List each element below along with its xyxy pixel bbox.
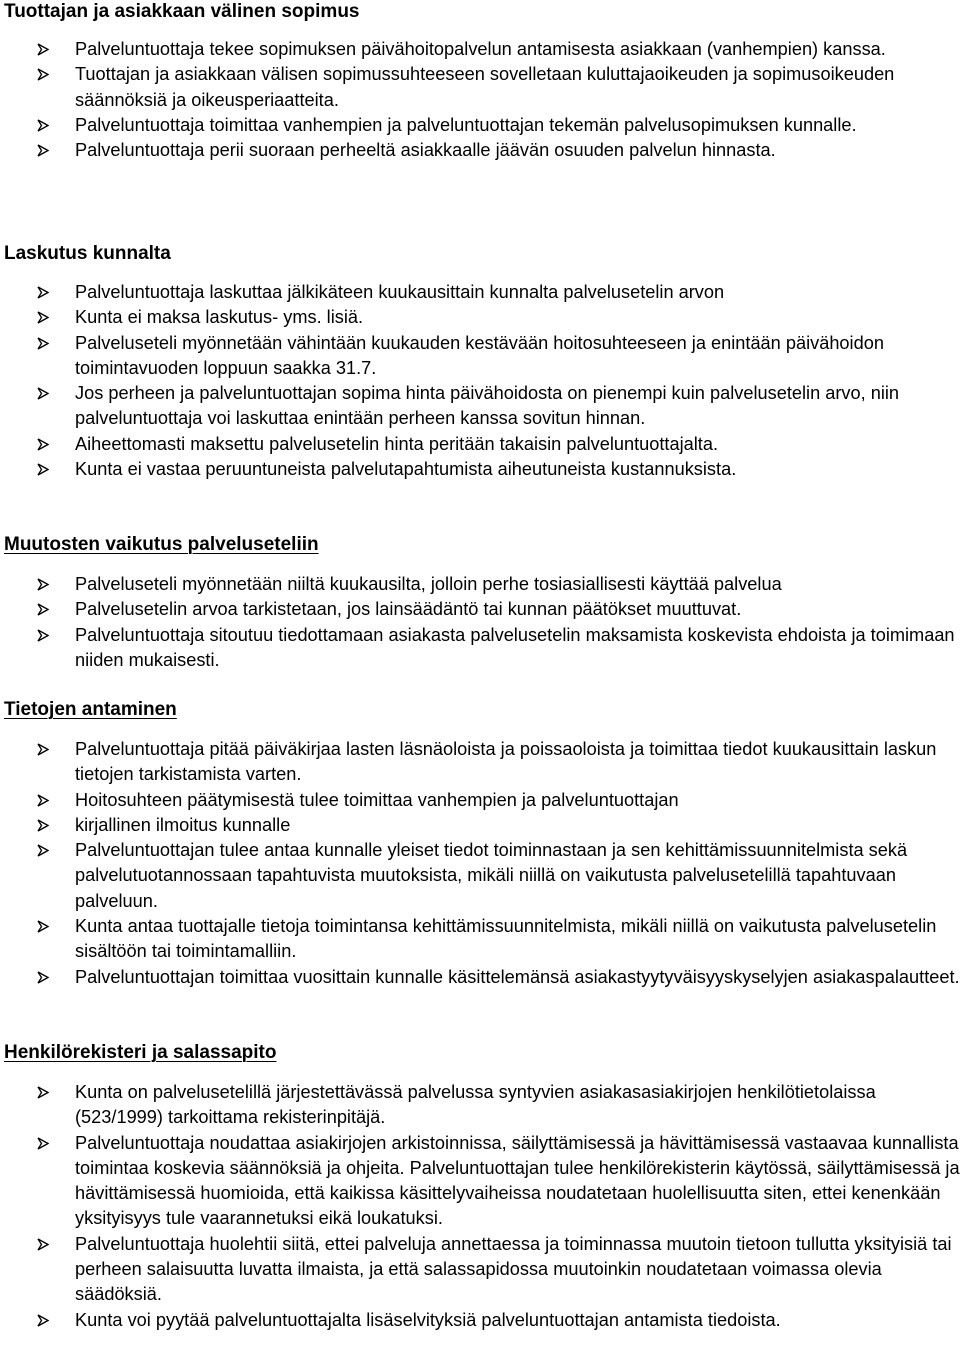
arrow-bullet-icon xyxy=(37,1086,49,1099)
list-item-text: Palveluntuottaja tekee sopimuksen päivähoitopalvelun antamisesta asiakkaan (vanhempien) kanssa. xyxy=(75,39,886,59)
section-heading: Tuottajan ja asiakkaan välinen sopimus xyxy=(4,1,360,22)
arrow-bullet-icon xyxy=(37,119,49,132)
arrow-bullet-icon xyxy=(37,971,49,984)
list-item-text: Palveluntuottajan toimittaa vuosittain kunnalle käsittelemänsä asiakastyytyväisyyskyselyjen asiakaspalautteet. xyxy=(75,966,960,987)
list-item-text: Kunta voi pyytää palveluntuottajalta lisäselvityksiä palveluntuottajan antamista tiedoista. xyxy=(75,1309,781,1330)
list-item-text: Palveluntuottajan tulee antaa kunnalle yleiset tiedot toiminnastaan ja sen kehittämissuunnitelmista sekä palvelutuotannossaan tapahtuvista muutoksista, mikäli niillä on vaikutusta palvelusetelillä tapahtuvaan palveluun. xyxy=(75,840,908,911)
arrow-bullet-icon xyxy=(37,819,49,832)
section-heading: Laskutus kunnalta xyxy=(4,243,171,264)
list-item xyxy=(0,1308,960,1333)
list-item-text: Palveluntuottaja sitoutuu tiedottamaan asiakasta palvelusetelin maksamista koskevista ehdoista ja toimimaan niiden mukaisesti. xyxy=(75,624,955,670)
list-item xyxy=(0,1131,960,1232)
arrow-bullet-icon xyxy=(37,387,49,400)
arrow-bullet-icon xyxy=(37,438,49,451)
list-item xyxy=(0,838,960,914)
arrow-bullet-icon xyxy=(37,43,49,56)
list-item-text: Palveluntuottaja huolehtii siitä, ettei palveluja annettaessa ja toiminnassa muutoin tietoon tullutta yksityisiä tai perheen salaisuutta luvatta ilmaista, ja että salassapidossa muutoinkin noudatetaan voimassa olevia säädöksiä. xyxy=(75,1233,952,1305)
list-item-text: Kunta ei vastaa peruuntuneista palvelutapahtumista aiheutuneista kustannuksista. xyxy=(75,459,737,480)
bullet-list xyxy=(0,737,960,990)
list-item xyxy=(0,965,960,990)
bullet-list xyxy=(0,1080,960,1333)
list-item-text: Palveluntuottaja perii suoraan perheeltä asiakkaalle jäävän osuuden palvelun hinnasta. xyxy=(75,140,776,161)
list-item xyxy=(0,62,960,113)
list-item-text: Kunta ei maksa laskutus- yms. lisiä. xyxy=(75,307,364,328)
section-heading: Henkilörekisteri ja salassapito xyxy=(4,1042,277,1063)
arrow-bullet-icon xyxy=(37,68,49,81)
list-item xyxy=(0,37,960,62)
list-item xyxy=(0,331,960,382)
arrow-bullet-icon xyxy=(37,144,49,157)
bullet-list xyxy=(0,280,960,482)
list-item xyxy=(0,572,960,597)
list-item xyxy=(0,113,960,138)
arrow-bullet-icon xyxy=(37,603,49,616)
arrow-bullet-icon xyxy=(37,463,49,476)
list-item-text: Palveluntuottaja laskuttaa jälkikäteen kuukausittain kunnalta palvelusetelin arvon xyxy=(75,282,725,302)
arrow-bullet-icon xyxy=(37,844,49,857)
list-item xyxy=(0,788,960,813)
arrow-bullet-icon xyxy=(37,337,49,350)
list-item-text: Palveluntuottaja noudattaa asiakirjojen arkistoinnissa, säilyttämisessä ja hävittämisessä vastaavaa kunnallista toimintaa koskevia säännöksiä ja ohjeita. Palveluntuottajan tulee henkilörekisterin käytössä, säilyttämisessä ja hävittämisessä huomioida, että kaikissa käsittelyvaiheissa noudatetaan huolellisuutta siten, ettei kenenkään yksityisyys tule vaarannetuksi eikä loukatuksi. xyxy=(75,1132,960,1229)
list-item-text: Palveluntuottaja toimittaa vanhempien ja palveluntuottajan tekemän palvelusopimuksen kunnalle. xyxy=(75,114,857,135)
list-item-text: Hoitosuhteen päätymisestä tulee toimittaa vanhempien ja palveluntuottajan xyxy=(75,789,679,810)
list-item xyxy=(0,1080,960,1131)
list-item xyxy=(0,623,960,674)
list-item-text: Jos perheen ja palveluntuottajan sopima hinta päivähoidosta on pienempi kuin palvelusetelin arvo, niin palveluntuottaja voi laskuttaa enintään perheen kanssa sovitun hinnan. xyxy=(75,383,900,429)
list-item xyxy=(0,305,960,330)
arrow-bullet-icon xyxy=(37,578,49,591)
bullet-list xyxy=(0,37,960,163)
arrow-bullet-icon xyxy=(37,1314,49,1327)
arrow-bullet-icon xyxy=(37,743,49,756)
list-item-text: Tuottajan ja asiakkaan välisen sopimussuhteeseen sovelletaan kuluttajaoikeuden ja sopimusoikeuden säännöksiä ja oikeusperiaatteita. xyxy=(75,64,895,110)
list-item xyxy=(0,813,960,838)
arrow-bullet-icon xyxy=(37,1137,49,1150)
arrow-bullet-icon xyxy=(37,920,49,933)
list-item xyxy=(0,432,960,457)
arrow-bullet-icon xyxy=(37,1238,49,1251)
list-item xyxy=(0,381,960,432)
list-item-text: Aiheettomasti maksettu palvelusetelin hinta peritään takaisin palveluntuottajalta. xyxy=(75,433,719,454)
arrow-bullet-icon xyxy=(37,311,49,324)
list-item xyxy=(0,1232,960,1308)
list-item-text: Palveluseteli myönnetään vähintään kuukauden kestävään hoitosuhteeseen ja enintään päivähoidon toimintavuoden loppuun saakka 31.7. xyxy=(75,332,884,378)
list-item xyxy=(0,914,960,965)
list-item-text: Kunta antaa tuottajalle tietoja toimintansa kehittämissuunnitelmista, mikäli niillä on vaikutusta palvelusetelin sisältöön tai toimintamalliin. xyxy=(75,916,937,962)
bullet-list xyxy=(0,572,960,673)
list-item-text: Kunta on palvelusetelillä järjestettävässä palvelussa syntyvien asiakasasiakirjojen henkilötietolaissa (523/1999) tarkoittama rekisterinpitäjä. xyxy=(75,1082,876,1128)
arrow-bullet-icon xyxy=(37,794,49,807)
list-item-text: Palvelusetelin arvoa tarkistetaan, jos lainsäädäntö tai kunnan päätökset muuttuvat. xyxy=(75,599,742,620)
list-item xyxy=(0,457,960,482)
list-item xyxy=(0,138,960,163)
list-item xyxy=(0,737,960,788)
list-item-text: Palveluntuottaja pitää päiväkirjaa lasten läsnäoloista ja poissaoloista ja toimittaa tiedot kuukausittain laskun tietojen tarkistamista varten. xyxy=(75,739,937,785)
list-item xyxy=(0,280,960,305)
arrow-bullet-icon xyxy=(37,286,49,299)
arrow-bullet-icon xyxy=(37,629,49,642)
section-heading: Muutosten vaikutus palveluseteliin xyxy=(4,534,319,555)
list-item xyxy=(0,597,960,622)
list-item-text: kirjallinen ilmoitus kunnalle xyxy=(75,814,291,835)
list-item-text: Palveluseteli myönnetään niiltä kuukausilta, jolloin perhe tosiasiallisesti käyttää palvelua xyxy=(75,574,782,594)
section-heading: Tietojen antaminen xyxy=(4,699,177,720)
